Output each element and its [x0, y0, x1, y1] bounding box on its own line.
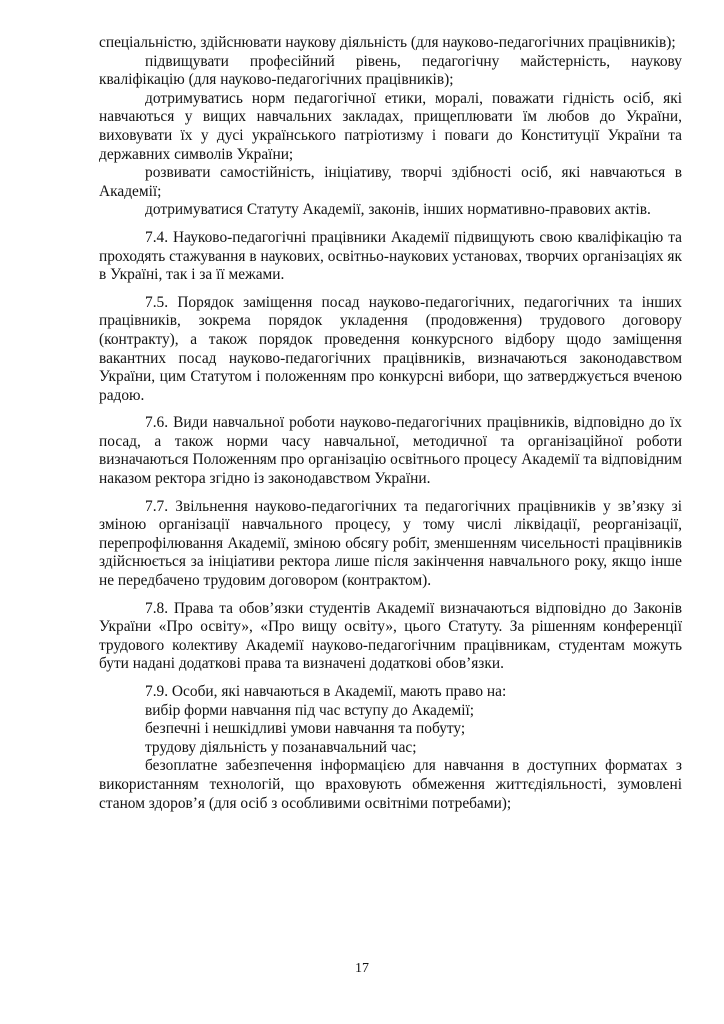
paragraph-7-5: 7.5. Порядок заміщення посад науково-педагогічних, педагогічних та інших працівників, зокрема порядок укладення (продовження) трудового договору (контракту), а також порядок проведення конкурсного відбору щодо заміщення вакантних посад науково-педагогічних працівників, визначаються законодавством України, цим Статутом і положенням про конкурсні вибори, що затверджується вченою радою. — [99, 293, 682, 404]
paragraph: спеціальністю, здійснювати наукову діяльність (для науково-педагогічних працівників); — [99, 34, 676, 51]
paragraph-7-6: 7.6. Види навчальної роботи науково-педагогічних працівників, відповідно до їх посад, а також норми часу навчальної, методичної та організаційної роботи визначаються Положенням про організацію освітнього процесу Академії та відповідним наказом ректора згідно із законодавством України. — [99, 414, 682, 488]
paragraph-7-9: 7.9. Особи, які навчаються в Академії, мають право на: — [145, 683, 507, 700]
paragraph: підвищувати професійний рівень, педагогічну майстерність, наукову кваліфікацію (для науково-педагогічних працівників); — [99, 52, 682, 89]
paragraph-7-4: 7.4. Науково-педагогічні працівники Академії підвищують свою кваліфікацію та проходять стажування в наукових, освітньо-наукових установах, творчих організаціях як в Україні, так і за її межами. — [99, 228, 682, 284]
list-item: трудову діяльність у позанавчальний час; — [145, 738, 417, 756]
paragraph: дотримуватися Статуту Академії, законів, інших нормативно-правових актів. — [145, 201, 651, 219]
page-number: 17 — [355, 961, 369, 976]
list-item: безоплатне забезпечення інформацією для навчання в доступних форматах з використанням технологій, що враховують обмеження життєдіяльності, зумовлені станом здоров’я (для осіб з особливими освітніми потребами); — [99, 757, 682, 812]
document-body — [99, 34, 682, 813]
list-item: вибір форми навчання під час вступу до Академії; — [145, 701, 475, 719]
list-item: безпечні і нешкідливі умови навчання та побуту; — [145, 720, 466, 738]
paragraph-7-8: 7.8. Права та обов’язки студентів Академії визначаються відповідно до Законів України «Про освіту», «Про вищу освіту», цього Статуту. За рішенням конференції трудового колективу Академії науково-педагогічним працівникам, студентам можуть бути надані додаткові права та визначені додаткові обов’язки. — [99, 599, 682, 673]
paragraph: розвивати самостійність, ініціативу, творчі здібності осіб, які навчаються в Академії; — [99, 164, 682, 200]
paragraph: дотримуватись норм педагогічної етики, моралі, поважати гідність осіб, які навчаються у вищих навчальних закладах, прищеплювати їм любов до України, виховувати їх у дусі українського патріотизму і поваги до Конституції України та державних символів України; — [99, 89, 682, 163]
paragraph-7-7: 7.7. Звільнення науково-педагогічних та педагогічних працівників у зв’язку зі зміною організації навчального процесу, у тому числі ліквідації, реорганізації, перепрофілювання Академії, зміною обсягу робіт, зменшенням чисельності працівників здійснюється за ініціативи ректора лише після закінчення навчального року, якщо інше не передбачено трудовим договором (контрактом). — [99, 497, 682, 590]
